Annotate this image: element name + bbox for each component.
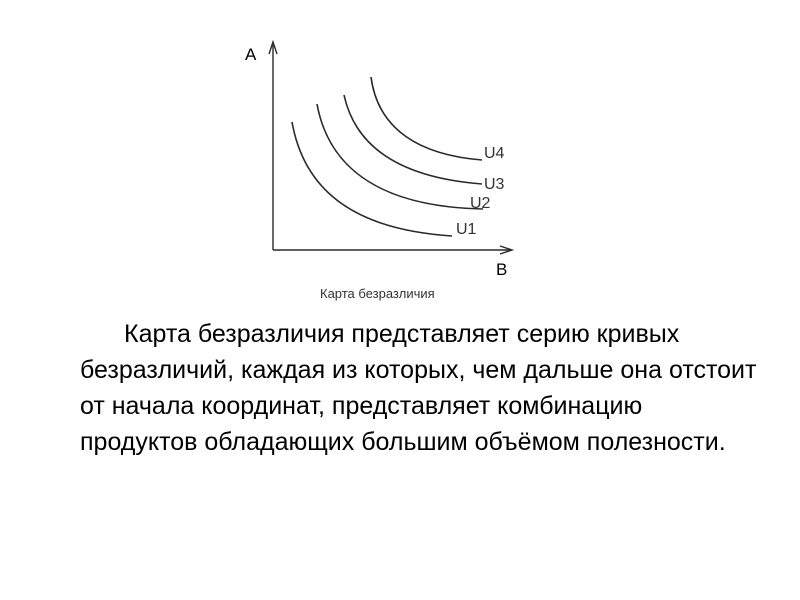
x-axis-label: B [496, 260, 508, 279]
diagram-caption: Карта безразличия [320, 286, 435, 301]
slide-paragraph: Карта безразличия представляет серию кривых безразличий, каждая из которых, чем дальше она отстоит от начала координат, представляет комбинацию продуктов обладающих большим объёмом полезности. [80, 320, 757, 456]
y-axis-label: A [245, 45, 257, 64]
indifference-curve-u1 [292, 122, 452, 236]
curve-label-u2: U2 [470, 195, 491, 212]
curve-label-u3: U3 [484, 176, 505, 193]
indifference-curve-u4 [371, 77, 482, 160]
curve-label-u4: U4 [484, 145, 505, 162]
curve-label-u1: U1 [456, 221, 477, 238]
indifference-curve-u3 [344, 95, 482, 184]
